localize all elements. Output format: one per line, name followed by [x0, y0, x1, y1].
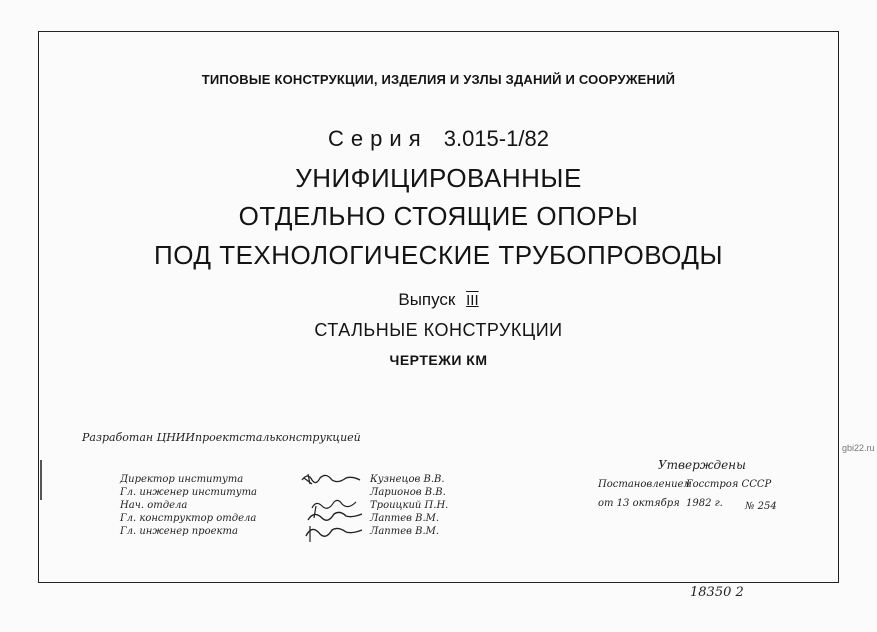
developed-by: Разработан ЦНИИпроектстальконструкцией — [82, 431, 361, 444]
staff-name: Троицкий П.Н. — [370, 500, 449, 511]
drawings-label: ЧЕРТЕЖИ КМ — [389, 352, 488, 368]
site-watermark: gbi22.ru — [842, 443, 875, 453]
title-line-3: ПОД ТЕХНОЛОГИЧЕСКИЕ ТРУБОПРОВОДЫ — [154, 240, 723, 270]
margin-mark — [40, 460, 42, 500]
issue-line — [0, 290, 877, 310]
staff-role: Нач. отдела — [120, 500, 188, 511]
staff-name: Кузнецов В.В. — [370, 474, 445, 485]
approval-title: Утверждены — [658, 458, 746, 472]
approval-authority: Госстроя СССР — [686, 479, 772, 490]
series-number: 3.015-1/82 — [443, 126, 549, 151]
signatures-image — [298, 468, 368, 548]
issue-label: Выпуск — [398, 290, 456, 309]
title-line-2: ОТДЕЛЬНО СТОЯЩИЕ ОПОРЫ — [238, 201, 639, 231]
staff-role: Директор института — [120, 474, 244, 485]
approval-date: от 13 октября — [598, 498, 680, 509]
series-line — [0, 126, 877, 152]
approval-year: 1982 г. — [686, 498, 723, 509]
staff-name: Ларионов В.В. — [370, 487, 446, 498]
approval-number: № 254 — [745, 501, 777, 512]
staff-names — [370, 473, 448, 538]
title-line-1: УНИФИЦИРОВАННЫЕ — [295, 163, 582, 193]
staff-role: Гл. конструктор отдела — [120, 513, 257, 524]
staff-role: Гл. инженер института — [120, 487, 258, 498]
staff-role: Гл. инженер проекта — [120, 526, 238, 537]
staff-name: Лаптев В.М. — [370, 526, 440, 537]
document-number: 18350 2 — [690, 585, 744, 600]
staff-name: Лаптев В.М. — [370, 513, 440, 524]
staff-roles — [120, 473, 257, 538]
issue-number: III — [466, 292, 479, 309]
subtitle: СТАЛЬНЫЕ КОНСТРУКЦИИ — [314, 320, 563, 340]
approval-decree-label: Постановлением — [598, 479, 692, 490]
header-line: ТИПОВЫЕ КОНСТРУКЦИИ, ИЗДЕЛИЯ И УЗЛЫ ЗДАНИЙ И СООРУЖЕНИЙ — [201, 72, 676, 87]
series-word: Серия — [328, 126, 428, 151]
